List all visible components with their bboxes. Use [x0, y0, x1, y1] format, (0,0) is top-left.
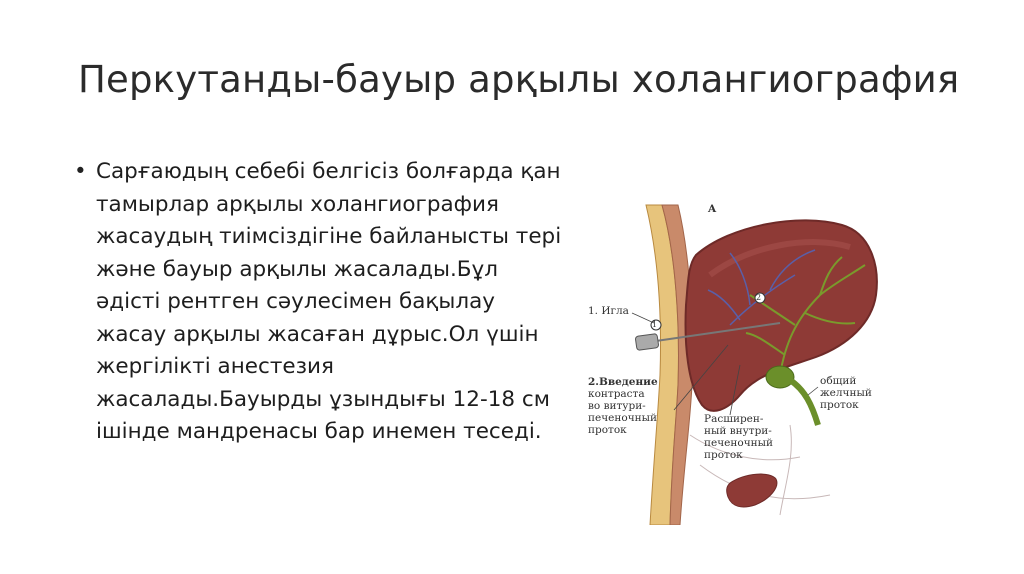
figure-letter-a: A [708, 203, 717, 215]
bullet-marker: • [74, 159, 87, 184]
label-common-line2: желчный [820, 387, 872, 399]
label-dilated-line3: печеночный [704, 437, 773, 449]
slide-title: Перкутанды-бауыр арқылы холангиография [78, 58, 960, 101]
label-contrast [588, 376, 658, 436]
label-dilated-duct [704, 413, 773, 461]
marker-2: 2 [756, 293, 762, 302]
needle-hub [635, 334, 659, 351]
label-contrast-line2: контраста [588, 388, 645, 400]
label-contrast-line5: проток [588, 424, 627, 436]
label-common-line1: общий [820, 375, 857, 387]
label-common-duct [820, 375, 872, 411]
label-contrast-line4: печеночный [588, 412, 657, 424]
label-contrast-line1: 2.Введение [588, 376, 658, 388]
bullet-text: Сарғаюдың себебі белгісіз болғарда қан тамырлар арқылы холангиография жасаудың тиімсіздігіне байланысты тері және бауыр арқылы жасалады.Бұл әдісті рентген сәулесімен бақылау жасау арқылы жасаған дұрыс.Ол үшін жергілікті анестезия жасалады.Бауырды ұзындығы 12-18 см ішінде мандренасы бар инемен теседі. [96, 159, 562, 444]
label-dilated-line1: Расширен- [704, 413, 764, 425]
small-liver-icon [727, 474, 777, 507]
label-dilated-line4: проток [704, 449, 743, 461]
label-contrast-line3: во витури- [588, 400, 646, 412]
liver-diagram-svg [580, 195, 880, 525]
marker-1: 1 [652, 320, 658, 329]
label-common-line3: проток [820, 399, 859, 411]
label-needle: 1. Игла [588, 305, 629, 317]
gallbladder [766, 366, 794, 388]
common-bile-duct [790, 380, 818, 425]
label-dilated-line2: ный внутри- [704, 425, 772, 437]
liver-illustration [580, 195, 880, 525]
